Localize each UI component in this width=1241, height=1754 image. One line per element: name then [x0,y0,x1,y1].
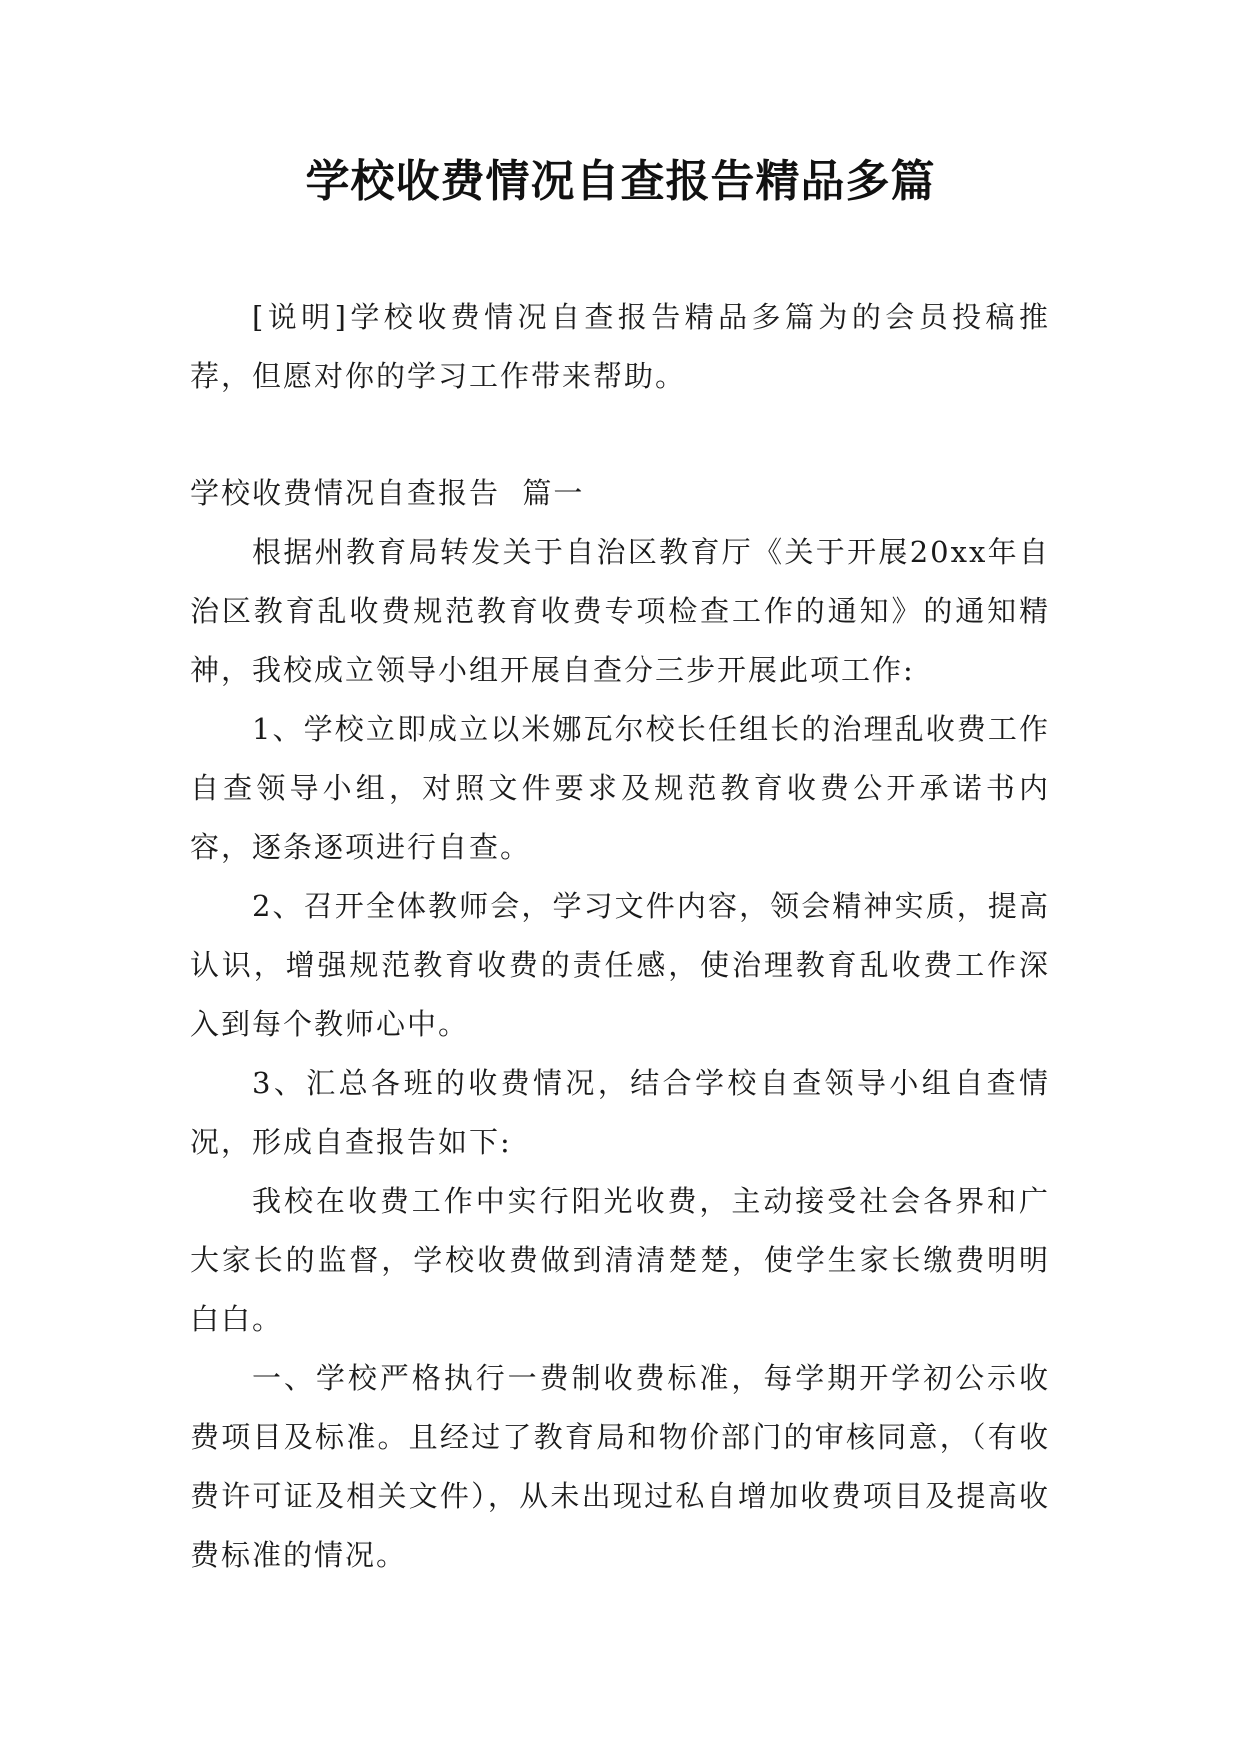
body-paragraph: 3、汇总各班的收费情况，结合学校自查领导小组自查情况，形成自查报告如下: [190,1066,1050,1159]
section-spacer [190,406,1050,464]
document-title: 学校收费情况自查报告精品多篇 [305,156,936,207]
intro-paragraph: [说明]学校收费情况自查报告精品多篇为的会员投稿推荐，但愿对你的学习工作带来帮助。 [190,300,1050,393]
body-paragraph: 根据州教育局转发关于自治区教育厅《关于开展20xx年自治区教育乱收费规范教育收费专项检查工作的通知》的通知精神，我校成立领导小组开展自查分三步开展此项工作: [190,535,1050,687]
document-body [190,288,1050,1585]
body-paragraph: 2、召开全体教师会，学习文件内容，领会精神实质，提高认识，增强规范教育收费的责任感，使治理教育乱收费工作深入到每个教师心中。 [190,889,1050,1041]
section-heading: 学校收费情况自查报告 篇一 [190,476,585,510]
body-paragraph: 一、学校严格执行一费制收费标准，每学期开学初公示收费项目及标准。且经过了教育局和物价部门的审核同意，（有收费许可证及相关文件），从未出现过私自增加收费项目及提高收费标准的情况。 [190,1361,1050,1572]
body-paragraph: 我校在收费工作中实行阳光收费，主动接受社会各界和广大家长的监督，学校收费做到清清楚楚，使学生家长缴费明明白白。 [190,1184,1050,1336]
body-paragraph: 1、学校立即成立以米娜瓦尔校长任组长的治理乱收费工作自查领导小组，对照文件要求及规范教育收费公开承诺书内容，逐条逐项进行自查。 [190,712,1050,864]
